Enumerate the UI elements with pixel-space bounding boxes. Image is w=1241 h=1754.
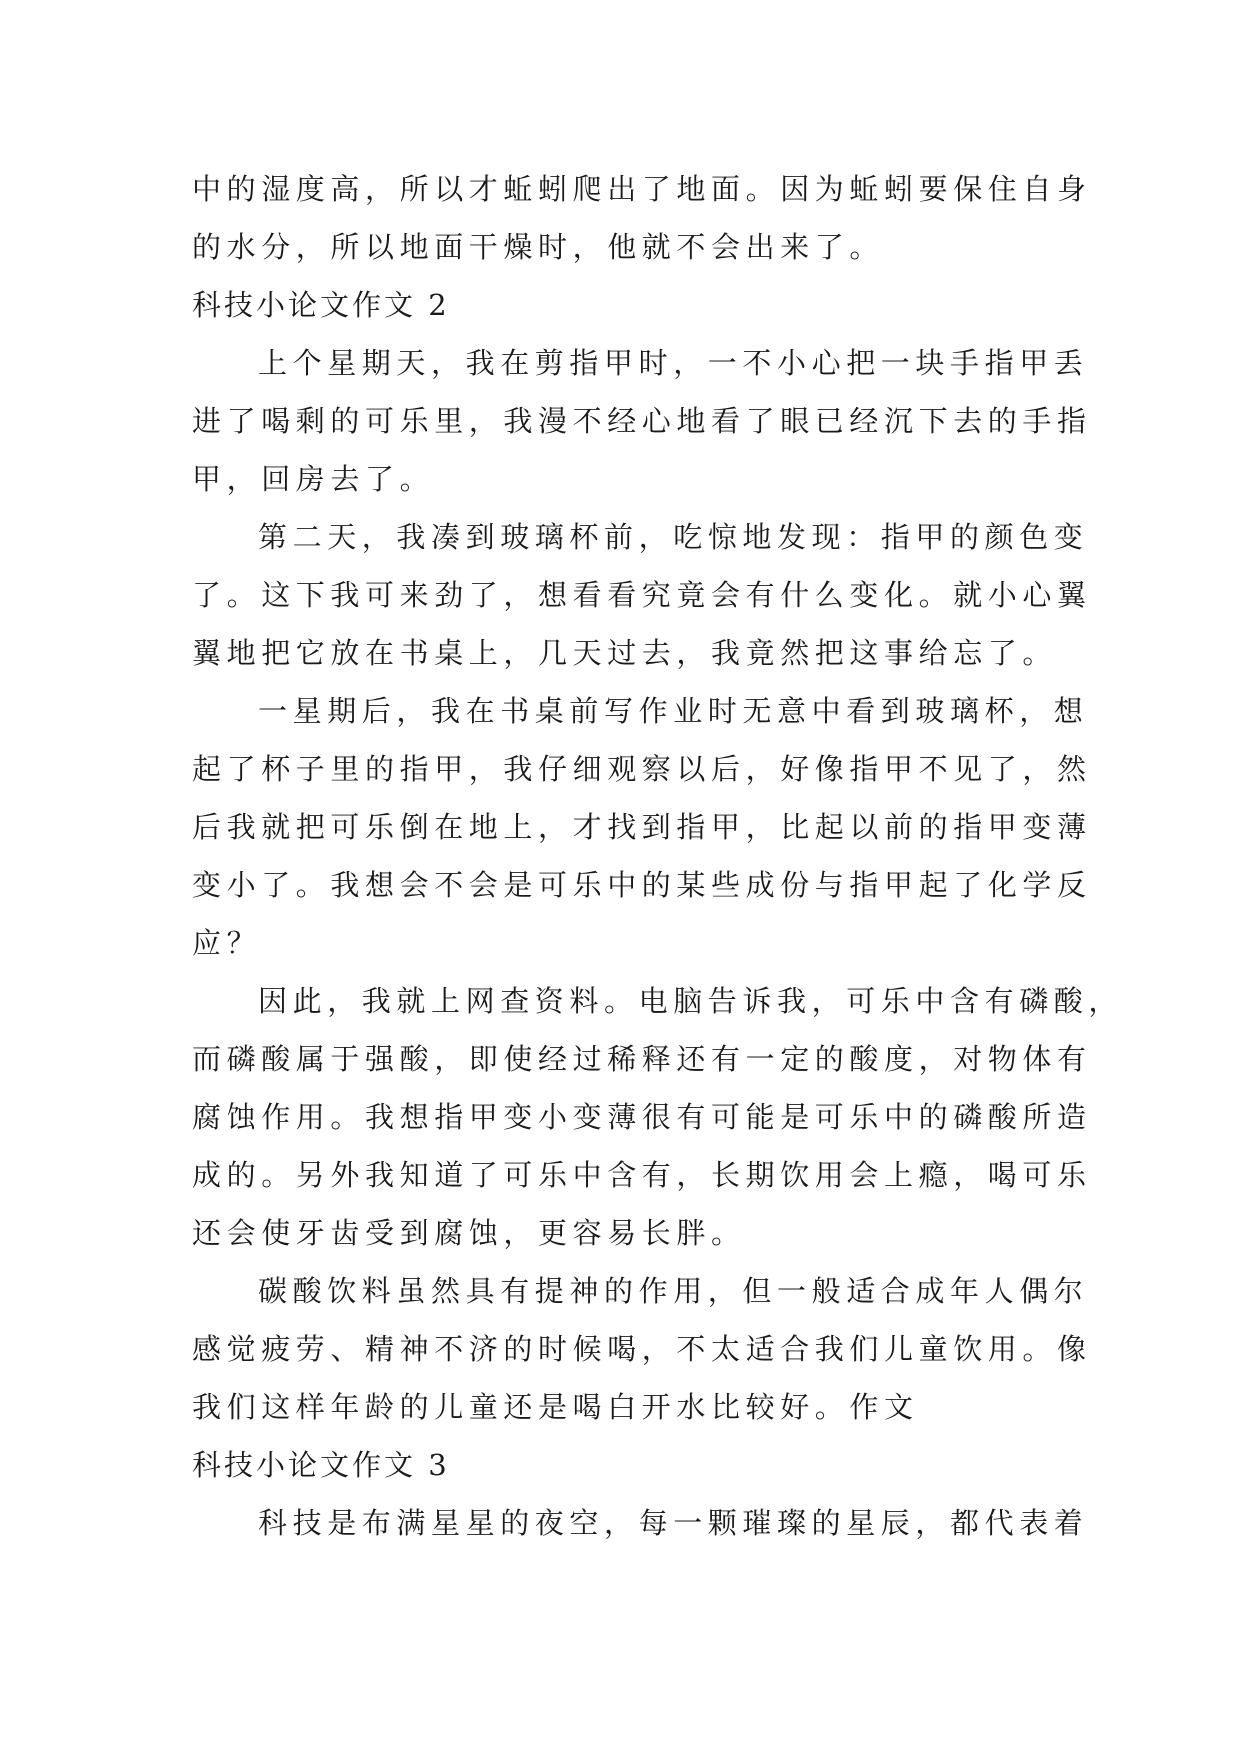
paragraph-second-day [192,508,1092,682]
text-line: 碳酸饮料虽然具有提神的作用，但一般适合成年人偶尔 [258,1274,1089,1308]
text-line: 因此，我就上网查资料。电脑告诉我，可乐中含有磷酸， [258,984,1124,1018]
text-line: 而磷酸属于强酸，即使经过稀释还有一定的酸度，对物体有 [192,1042,1092,1076]
text-line: 的水分，所以地面干燥时，他就不会出来了。 [192,230,885,264]
text-line: 后我就把可乐倒在地上，才找到指甲，比起以前的指甲变薄 [192,810,1092,844]
text-line: 翼地把它放在书桌上，几天过去，我竟然把这事给忘了。 [192,636,1058,670]
paragraph-one-week-later [192,682,1092,972]
text-line: 第二天，我凑到玻璃杯前，吃惊地发现：指甲的颜色变 [258,520,1089,554]
paragraph-research [192,972,1124,1262]
text-line: 起了杯子里的指甲，我仔细观察以后，好像指甲不见了，然 [192,752,1092,786]
text-line: 了。这下我可来劲了，想看看究竟会有什么变化。就小心翼 [192,578,1092,612]
text-line: 中的湿度高，所以才蚯蚓爬出了地面。因为蚯蚓要保住自身 [192,172,1092,206]
paragraph-earthworm-ending [192,160,1092,276]
text-line: 腐蚀作用。我想指甲变小变薄很有可能是可乐中的磷酸所造 [192,1100,1092,1134]
text-line: 感觉疲劳、精神不济的时候喝，不太适合我们儿童饮用。像 [192,1332,1092,1366]
text-line: 进了喝剩的可乐里，我漫不经心地看了眼已经沉下去的手指 [192,404,1092,438]
paragraph-tech-starry-sky [192,1494,1089,1552]
text-line: 我们这样年龄的儿童还是喝白开水比较好。作文 [192,1390,919,1424]
section-heading-2: 科技小论文作文 2 [192,288,450,322]
section-heading-3: 科技小论文作文 3 [192,1448,450,1482]
paragraph-nail-in-cola [192,334,1092,508]
text-line: 上个星期天，我在剪指甲时，一不小心把一块手指甲丢 [258,346,1089,380]
text-line: 应？ [192,926,262,960]
document-body [192,160,1124,1552]
paragraph-conclusion [192,1262,1092,1436]
text-line: 甲，回房去了。 [192,462,435,496]
text-line: 成的。另外我知道了可乐中含有，长期饮用会上瘾，喝可乐 [192,1158,1092,1192]
text-line: 一星期后，我在书桌前写作业时无意中看到玻璃杯，想 [258,694,1089,728]
text-line: 变小了。我想会不会是可乐中的某些成份与指甲起了化学反 [192,868,1092,902]
text-line: 还会使牙齿受到腐蚀，更容易长胖。 [192,1216,746,1250]
text-line: 科技是布满星星的夜空，每一颗璀璨的星辰，都代表着 [258,1506,1089,1540]
